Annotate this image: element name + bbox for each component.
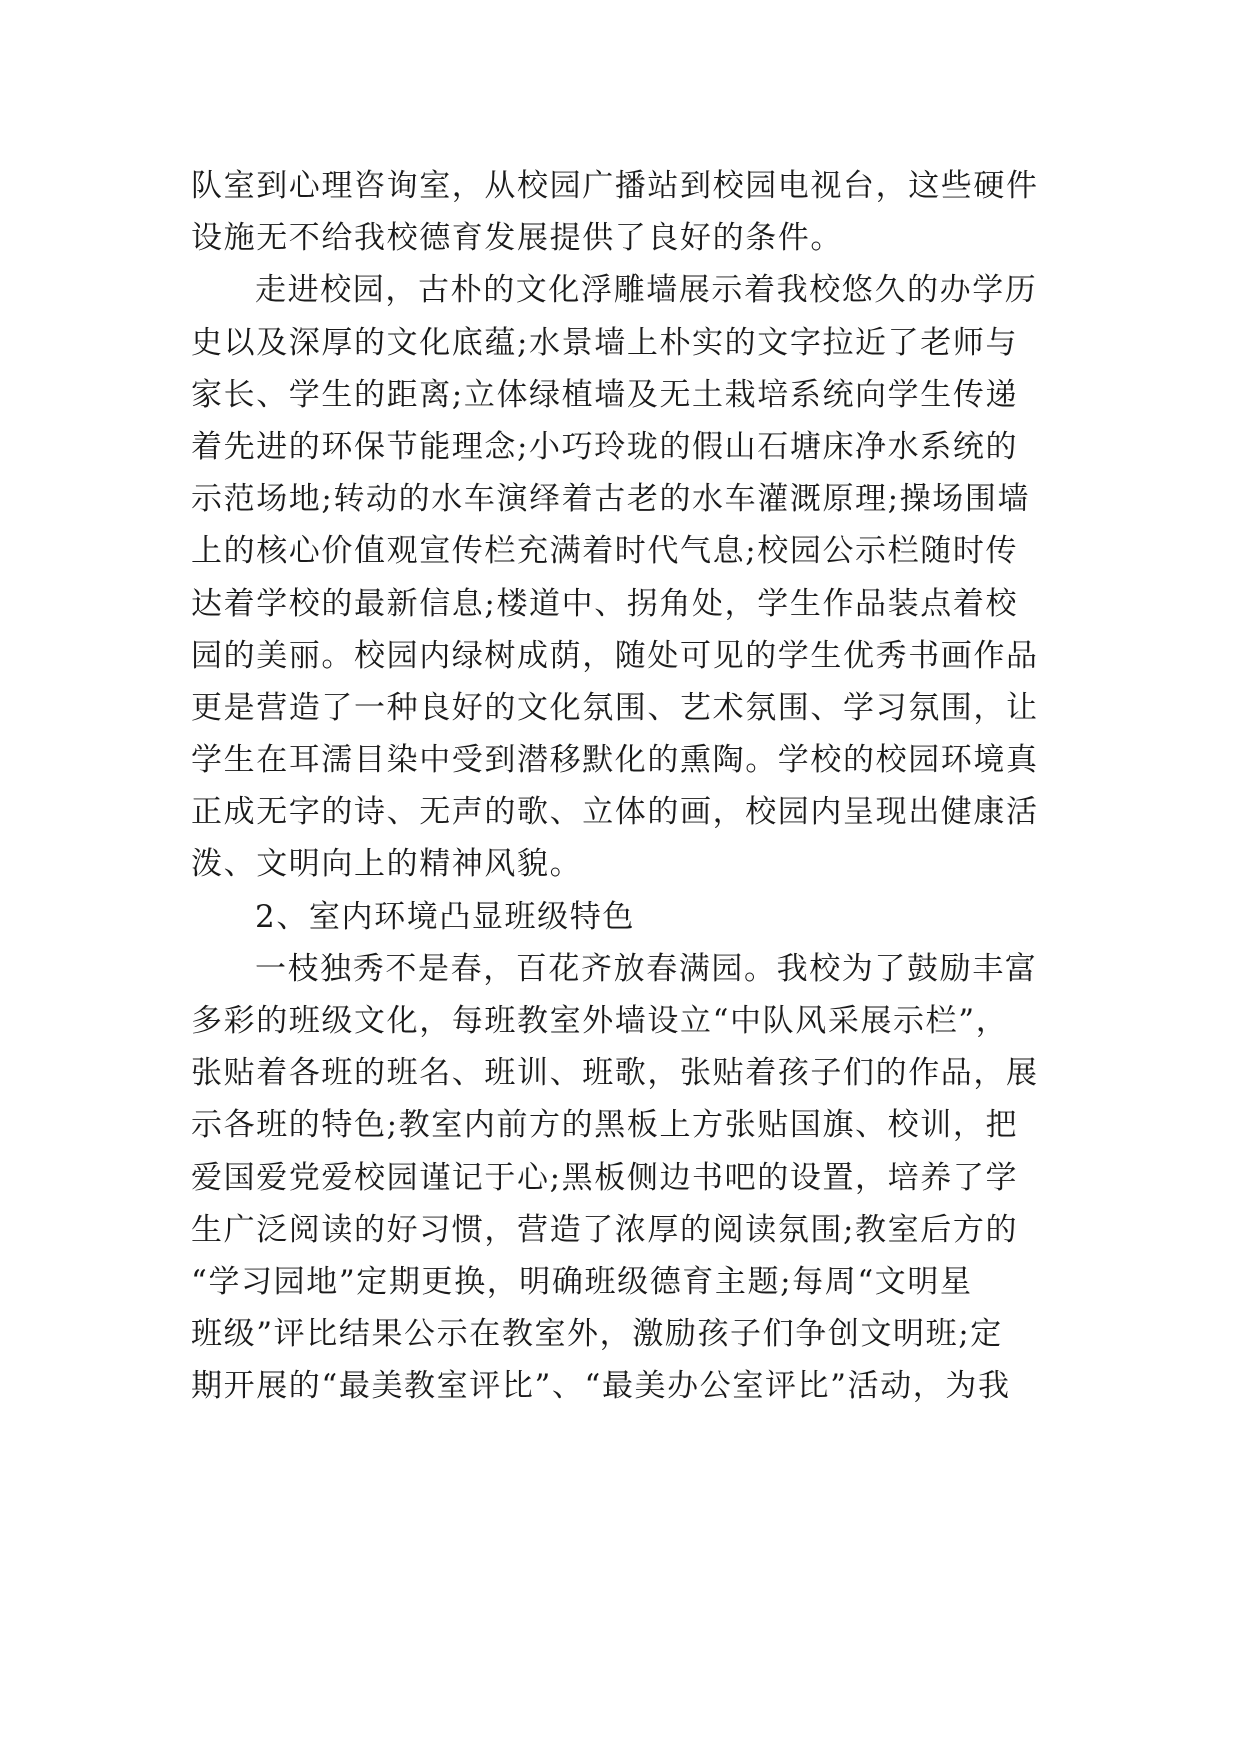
text-line: 张贴着各班的班名、班训、班歌，张贴着孩子们的作品，展: [191, 1055, 1039, 1092]
section-heading-indoor: [191, 891, 1051, 943]
text-line: 多彩的班级文化，每班教室外墙设立“中队风采展示栏”，: [191, 1003, 1009, 1039]
section-heading: 2、室内环境凸显班级特色: [255, 898, 635, 935]
text-line: 一枝独秀不是春，百花齐放春满园。我校为了鼓励丰富: [255, 950, 1038, 987]
text-line: 上的核心价值观宣传栏充满着时代气息;校园公示栏随时传: [191, 533, 1019, 570]
text-line: 期开展的“最美教室评比”、“最美办公室评比”活动，为我: [191, 1368, 1011, 1405]
paragraph-class-culture: [191, 943, 1051, 1413]
text-line: 队室到心理咨询室，从校园广播站到校园电视台，这些硬件: [191, 168, 1039, 204]
text-line: 园的美丽。校园内绿树成荫，随处可见的学生优秀书画作品: [191, 637, 1039, 674]
text-line: 爱国爱党爱校园谨记于心;黑板侧边书吧的设置，培养了学: [191, 1159, 1019, 1196]
text-line: 正成无字的诗、无声的歌、立体的画，校园内呈现出健康活: [191, 794, 1039, 831]
text-line: 班级”评比结果公示在教室外，激励孩子们争创文明班;定: [191, 1316, 1003, 1353]
text-line: 走进校园，古朴的文化浮雕墙展示着我校悠久的办学历: [255, 272, 1038, 309]
text-line: 设施无不给我校德育发展提供了良好的条件。: [191, 220, 843, 257]
text-line: 示范场地;转动的水车演绎着古老的水车灌溉原理;操场围墙: [191, 481, 1031, 518]
paragraph-campus-culture: [191, 264, 1051, 890]
text-line: 学生在耳濡目染中受到潜移默化的熏陶。学校的校园环境真: [191, 742, 1039, 779]
text-line: 示各班的特色;教室内前方的黑板上方张贴国旗、校训，把: [191, 1107, 1019, 1144]
paragraph-facilities-continued: [191, 160, 1051, 264]
text-line: 更是营造了一种良好的文化氛围、艺术氛围、学习氛围，让: [191, 689, 1039, 726]
text-line: “学习园地”定期更换，明确班级德育主题;每周“文明星: [191, 1263, 973, 1300]
text-line: 泼、文明向上的精神风貌。: [191, 846, 583, 883]
text-line: 史以及深厚的文化底蕴;水景墙上朴实的文字拉近了老师与: [191, 324, 1019, 361]
text-line: 生广泛阅读的好习惯，营造了浓厚的阅读氛围;教室后方的: [191, 1211, 1019, 1248]
document-body: [191, 160, 1051, 1413]
text-line: 达着学校的最新信息;楼道中、拐角处，学生作品装点着校: [191, 585, 1019, 622]
text-line: 家长、学生的距离;立体绿植墙及无土栽培系统向学生传递: [191, 376, 1019, 413]
text-line: 着先进的环保节能理念;小巧玲珑的假山石塘床净水系统的: [191, 428, 1019, 465]
